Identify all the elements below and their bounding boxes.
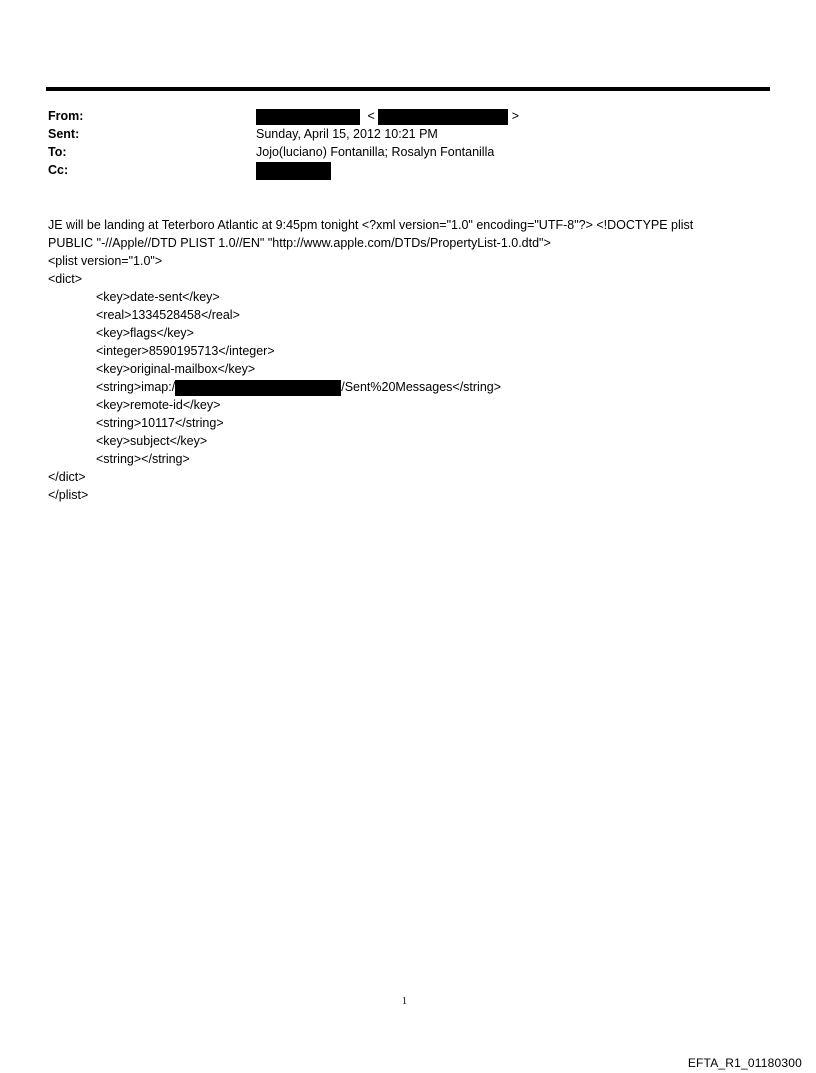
imap-prefix: <string>imap:/ — [96, 380, 176, 394]
body-line: JE will be landing at Teterboro Atlantic at 9:45pm tonight <?xml version="1.0" encoding="UTF-8"?> <!DOCTYPE plist — [48, 218, 694, 232]
cc-value — [256, 161, 331, 180]
page-number: 1 — [402, 996, 407, 1007]
body-line: <real>1334528458</real> — [96, 308, 240, 322]
redaction-bar — [256, 162, 331, 180]
body-line: <string>10117</string> — [96, 416, 224, 430]
cc-label: Cc: — [48, 163, 69, 177]
body-line: <dict> — [48, 272, 83, 286]
redaction-bar — [256, 109, 360, 125]
body-line: <key>date-sent</key> — [96, 290, 220, 304]
sent-value: Sunday, April 15, 2012 10:21 PM — [256, 127, 438, 141]
body-line: </dict> — [48, 470, 86, 484]
from-open-bracket: < — [367, 109, 375, 123]
header-rule — [46, 87, 770, 91]
body-line: PUBLIC "-//Apple//DTD PLIST 1.0//EN" "http://www.apple.com/DTDs/PropertyList-1.0.dtd"> — [48, 236, 551, 250]
body-line-imap — [48, 378, 778, 396]
redaction-bar — [175, 380, 341, 396]
imap-suffix: /Sent%20Messages</string> — [341, 380, 502, 394]
to-label: To: — [48, 145, 67, 159]
redaction-bar — [378, 109, 508, 125]
to-value: Jojo(luciano) Fontanilla; Rosalyn Fontanilla — [256, 145, 495, 159]
from-value — [256, 107, 519, 125]
body-line: <key>subject</key> — [96, 434, 208, 448]
body-line: </plist> — [48, 488, 89, 502]
body-line: <plist version="1.0"> — [48, 254, 163, 268]
body-line: <key>remote-id</key> — [96, 398, 221, 412]
sent-label: Sent: — [48, 127, 80, 141]
from-label: From: — [48, 109, 84, 123]
from-close-bracket: > — [511, 109, 520, 123]
message-body — [48, 216, 778, 504]
body-line: <key>flags</key> — [96, 326, 194, 340]
document-id: EFTA_R1_01180300 — [687, 1056, 802, 1070]
body-line: <key>original-mailbox</key> — [96, 362, 256, 376]
body-line: <string></string> — [96, 452, 190, 466]
body-line: <integer>8590195713</integer> — [96, 344, 275, 358]
